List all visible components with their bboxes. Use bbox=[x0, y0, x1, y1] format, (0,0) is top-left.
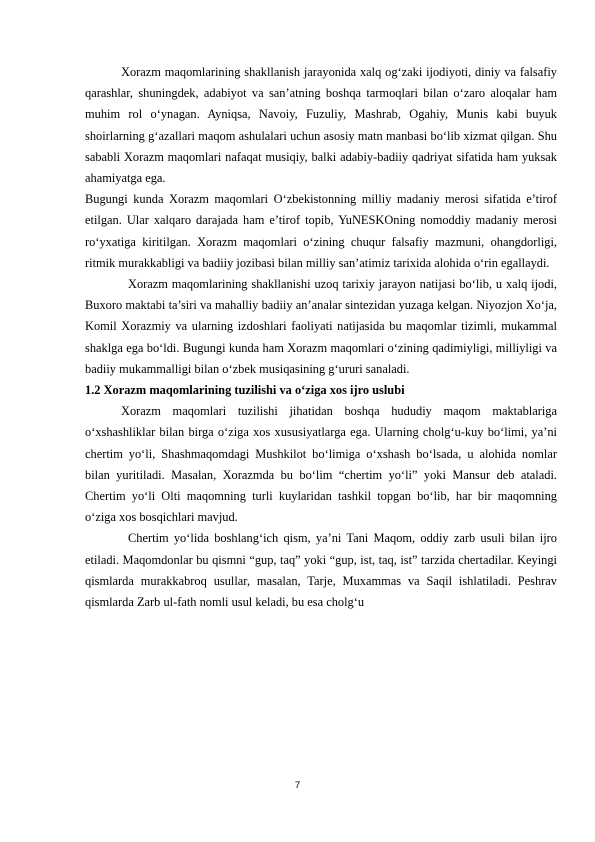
section-heading: 1.2 Xorazm maqomlarining tuzilishi va o‘ziga xos ijro uslubi bbox=[85, 383, 405, 398]
paragraph-5: Chertim yo‘lida boshlang‘ich qism, ya’ni Tani Maqom, oddiy zarb usuli bilan ijro etiladi. Maqomdonlar bu qismni “gup, taq” yoki “gup, ist, taq, ist” tarzida chertadilar. Keyingi qismlarda murakkabroq usullar, masalan, Tarje, Muxammas va Saqil ishlatiladi. Peshrav qismlarda Zarb ul-fath nomli usul keladi, bu esa cholg‘u bbox=[85, 531, 557, 610]
paragraph-4: Xorazm maqomlari tuzilishi jihatidan boshqa hududiy maqom maktablariga o‘xshashliklar bilan birga o‘ziga xos xususiyatlarga ega. Ularning cholg‘u-kuy bo‘limi, ya’ni chertim yo‘li, Shashmaqomdagi Mushkilot bo‘limiga o‘xshash bo‘lsada, u alohida nomlar bilan yuritiladi. Masalan, Xorazmda bu bo‘lim “chertim yo‘li” yoki Mansur deb ataladi. Chertim yo‘li Olti maqomning turli kuylaridan tashkil topgan bo‘lib, har bir maqomning o‘ziga xos bosqichlari mavjud. bbox=[85, 404, 557, 525]
paragraph-3: Xorazm maqomlarining shakllanishi uzoq tarixiy jarayon natijasi bo‘lib, u xalq ijodi, Buxoro maktabi ta’siri va mahalliy badiiy an’analar sintezidan yuzaga kelgan. Niyozjon Xo‘ja, Komil Xorazmiy va ularning izdoshlari faoliyati natijasida bu maqomlar tizimli, mukammal shaklga ega bo‘ldi. Bugungi kunda ham Xorazm maqomlari o‘zining qadimiyligi, milliyligi va badiiy mukammalligi bilan o‘zbek musiqasining g‘ururi sanaladi. bbox=[85, 277, 557, 376]
paragraph-2: Bugungi kunda Xorazm maqomlari O‘zbekistonning milliy madaniy merosi sifatida e’tirof etilgan. Ular xalqaro darajada ham e’tirof topib, YuNESKOning nomoddiy madaniy merosi ro‘yxatiga kiritilgan. Xorazm maqomlari o‘zining chuqur falsafiy mazmuni, ohangdorligi, ritmik murakkabligi va badiiy jozibasi bilan milliy san’atimiz tarixida alohida o‘rin egallaydi. bbox=[85, 192, 557, 270]
document-page bbox=[85, 62, 557, 613]
paragraph-1: Xorazm maqomlarining shakllanish jarayonida xalq og‘zaki ijodiyoti, diniy va falsafiy qarashlar, shuningdek, adabiyot va san’atning boshqa tarmoqlari bilan o‘zaro aloqalar ham muhim rol o‘ynagan. Ayniqsa, Navoiy, Fuzuliy, Mashrab, Ogahiy, Munis kabi buyuk shoirlarning g‘azallari maqom ashulalari uchun asosiy matn manbasi bo‘lib xizmat qilgan. Shu sababli Xorazm maqomlari nafaqat musiqiy, balki adabiy-badiiy qadriyat sifatida ham yuksak ahamiyatga ega. bbox=[85, 65, 557, 186]
page-number: 7 bbox=[294, 780, 301, 791]
